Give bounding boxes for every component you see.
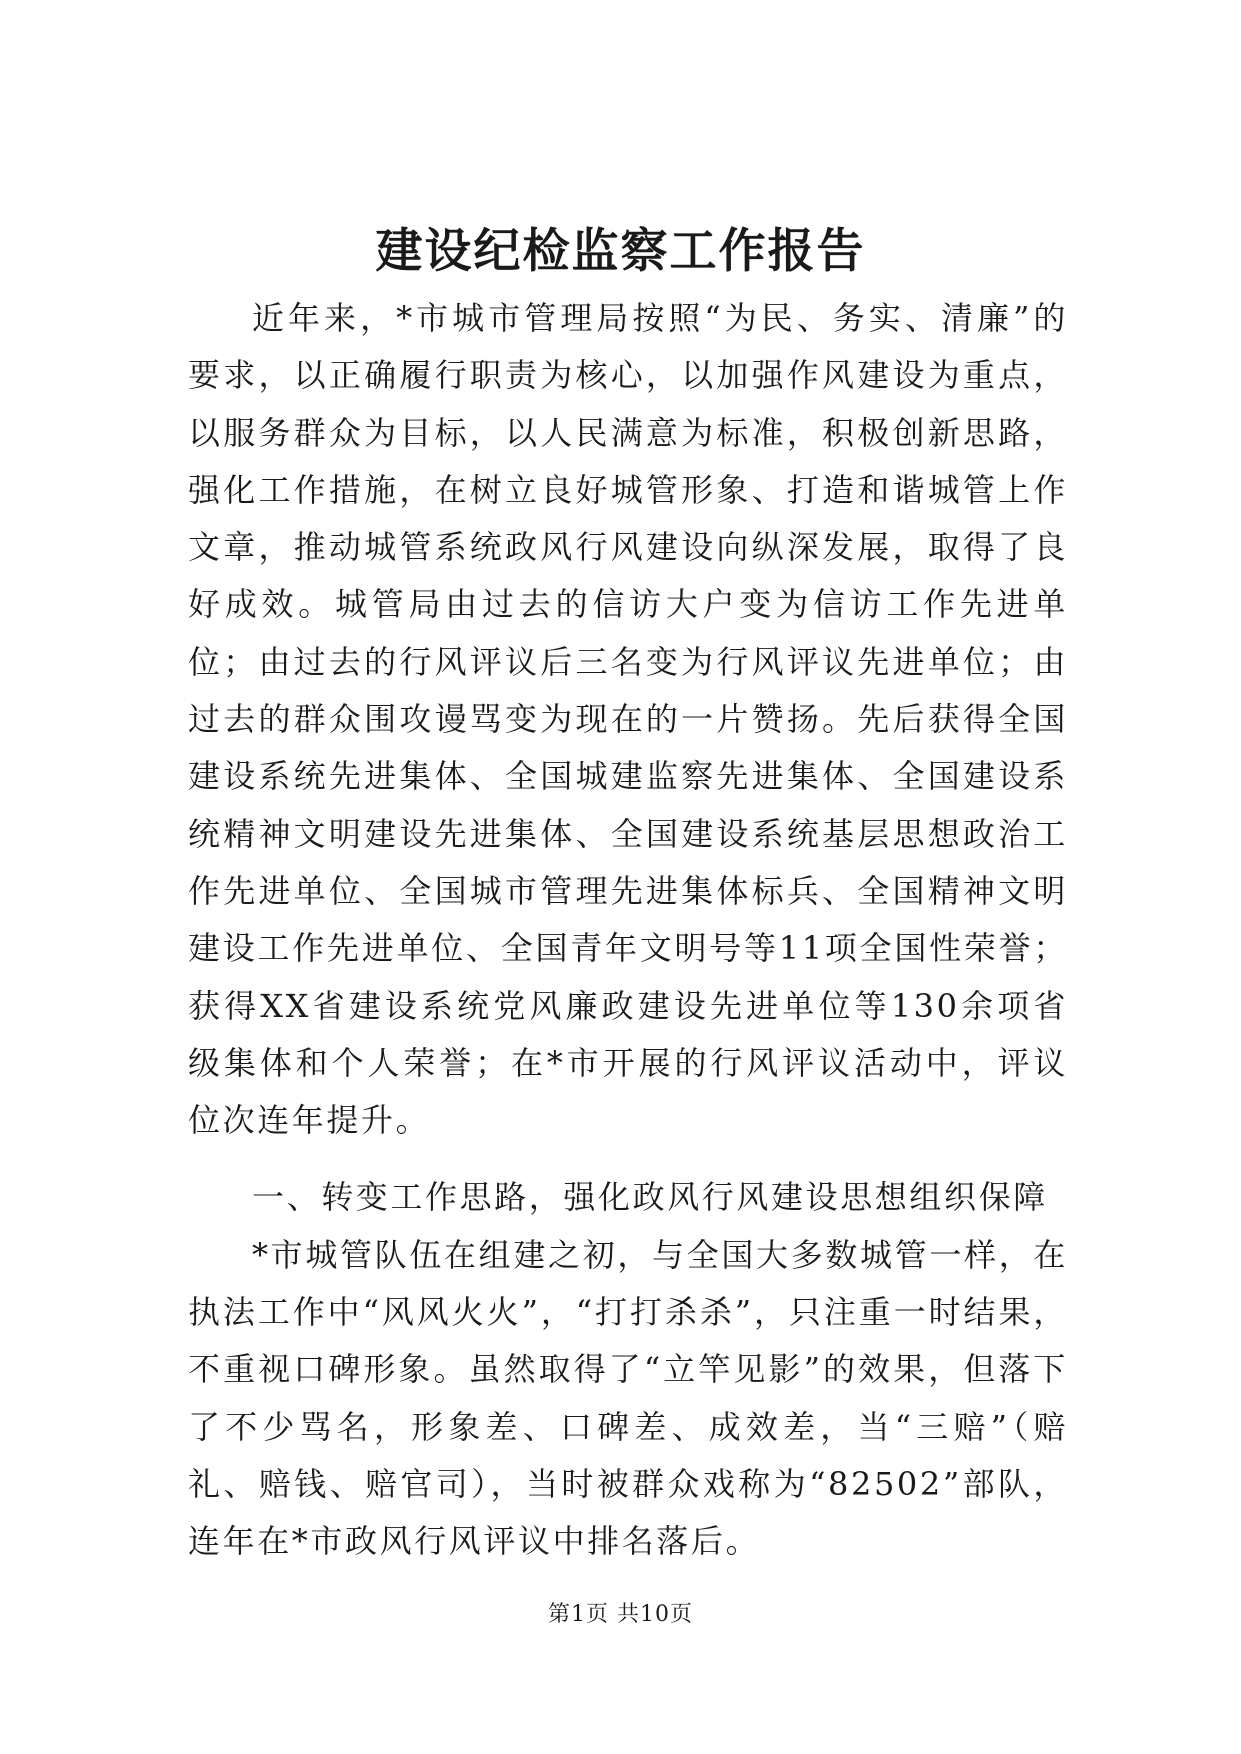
document-title: 建设纪检监察工作报告	[375, 224, 866, 279]
document-body	[188, 290, 1068, 1571]
section-heading: 一、转变工作思路，强化政风行风建设思想组织保障	[252, 1178, 1048, 1217]
paragraph-section-1: *市城管队伍在组建之初，与全国大多数城管一样，在执法工作中“风风火火”，“打打杀杀”，只注重一时结果，不重视口碑形象。虽然取得了“立竿见影”的效果，但落下了不少骂名，形象差、口碑差、成效差，当“三赔”（赔礼、赔钱、赔官司），当时被群众戏称为“82502”部队，连年在*市政风行风评议中排名落后。	[188, 1235, 1068, 1561]
page-number-footer: 第1页 共10页	[548, 1602, 693, 1627]
paragraph-intro: 近年来，*市城市管理局按照“为民、务实、清廉”的要求，以正确履行职责为核心，以加强作风建设为重点，以服务群众为目标，以人民满意为标准，积极创新思路，强化工作措施，在树立良好城管形象、打造和谐城管上作文章，推动城管系统政风行风建设向纵深发展，取得了良好成效。城管局由过去的信访大户变为信访工作先进单位；由过去的行风评议后三名变为行风评议先进单位；由过去的群众围攻谩骂变为现在的一片赞扬。先后获得全国建设系统先进集体、全国城建监察先进集体、全国建设系统精神文明建设先进集体、全国建设系统基层思想政治工作先进单位、全国城市管理先进集体标兵、全国精神文明建设工作先进单位、全国青年文明号等11项全国性荣誉；获得XX省建设系统党风廉政建设先进单位等130余项省级集体和个人荣誉；在*市开展的行风评议活动中，评议位次连年提升。	[188, 299, 1068, 1140]
